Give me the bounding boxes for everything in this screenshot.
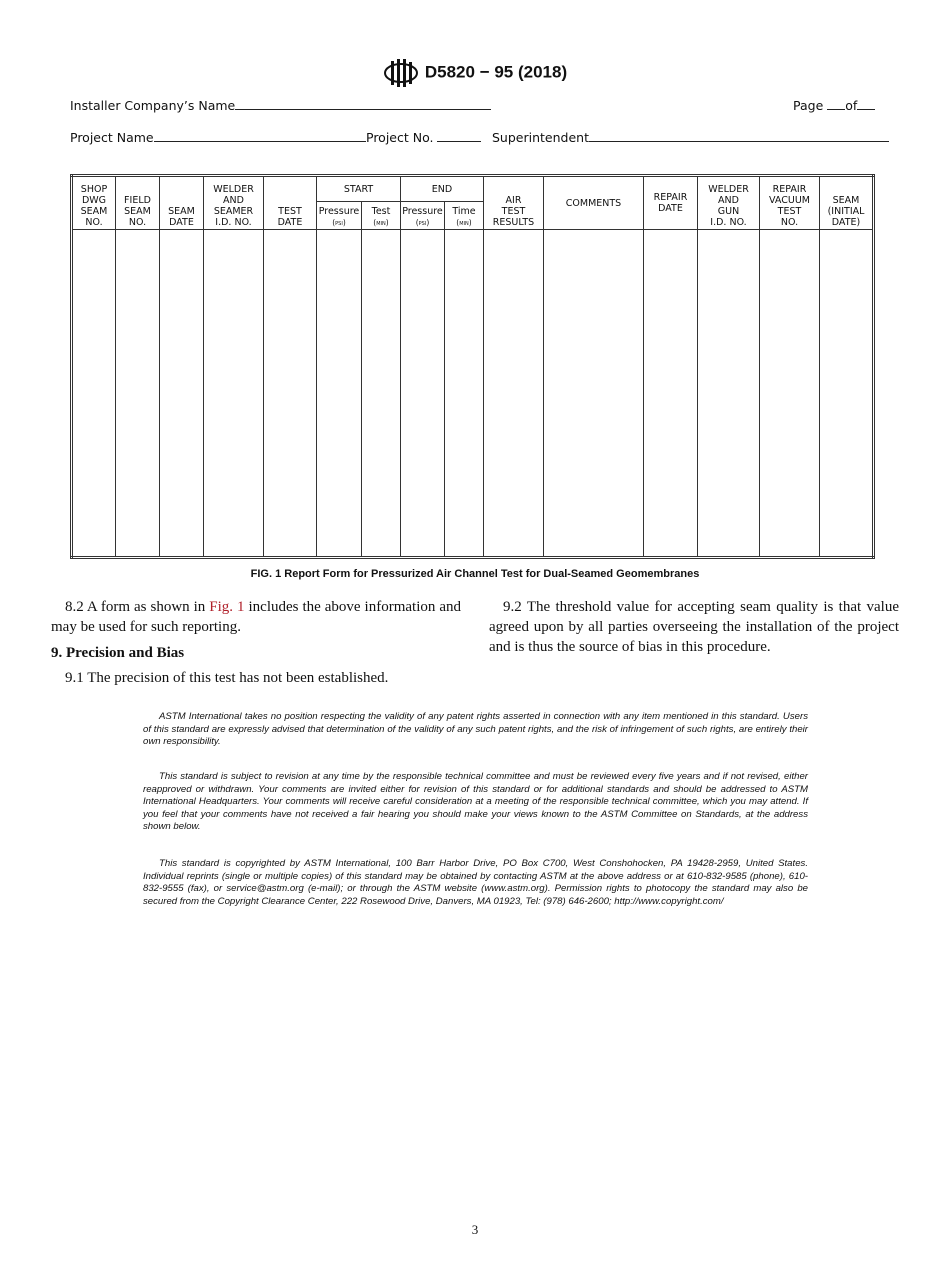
installer-blank xyxy=(235,98,491,110)
col-repair-date: REPAIR DATE xyxy=(644,176,698,230)
section-heading-9: 9. Precision and Bias xyxy=(51,645,185,661)
installer-field xyxy=(70,98,491,113)
copyright-notice: This standard is copyrighted by ASTM International, 100 Barr Harbor Drive, PO Box C700, West Conshohocken, PA 19428-2959, United States. Individual reprints (single or multiple copies) of this standard may be obtained by contacting ASTM at the above address or at 610-832-9585 (phone), 610-832-9555 (fax), or service@astm.org (e-mail); or through the ASTM website (www.astm.org). Permission rights to photocopy the standard may also be secured from the Copyright Clearance Center, 222 Rosewood Drive, Danvers, MA 01923, Tel: (978) 646-2600; http://www.copyright.com/ xyxy=(143,858,808,907)
col-welder-gun-id: WELDER AND GUN I.D. NO. xyxy=(698,176,760,230)
col-welder-seamer-id: WELDER AND SEAMER I.D. NO. xyxy=(204,176,264,230)
col-comments: COMMENTS xyxy=(544,176,644,230)
fig-1-link[interactable]: Fig. 1 xyxy=(209,599,245,615)
patent-notice: ASTM International takes no position respecting the validity of any patent rights asserted in connection with any item mentioned in this standard. Users of this standard are expressly advised that determination of the validity of any such patent rights, and the risk of infringement of such rights, are entirely their own responsibility. xyxy=(143,711,808,747)
figure-caption: FIG. 1 Report Form for Pressurized Air Channel Test for Dual-Seamed Geomembranes xyxy=(250,568,700,580)
installer-label: Installer Company’s Name xyxy=(70,98,236,113)
project-name-field xyxy=(70,130,366,145)
superintendent-field xyxy=(492,130,889,145)
project-no-field xyxy=(366,130,481,145)
project-no-label: Project No. xyxy=(366,130,434,145)
col-seam-initial-date: SEAM (INITIAL DATE) xyxy=(820,176,874,230)
revision-notice: This standard is subject to revision at any time by the responsible technical committee and must be reviewed every five years and if not revised, either reapproved or withdrawn. Your comments are invited either for revision of this standard or for additional standards and should be addressed to ASTM International Headquarters. Your comments will receive careful consideration at a meeting of the responsible technical committee, which you may attend. If you feel that your comments have not received a fair hearing you should make your views known to the ASTM Committee on Standards, at the address shown below. xyxy=(143,771,808,832)
table-blank-row xyxy=(72,230,874,558)
superintendent-label: Superintendent xyxy=(492,130,589,145)
col-group-end: END xyxy=(401,176,484,202)
project-name-blank xyxy=(154,130,366,142)
of-blank xyxy=(857,98,875,110)
col-start-pressure: Pressure (psi) xyxy=(317,202,362,230)
report-form-table xyxy=(70,174,875,559)
page-field xyxy=(793,98,875,113)
designation: D5820 − 95 (2018) xyxy=(424,62,568,82)
superintendent-blank xyxy=(589,130,889,142)
paragraph-9-1: 9.1 The precision of this test has not been established. xyxy=(65,670,389,686)
col-end-time: Time (min) xyxy=(445,202,484,230)
col-start-test: Test (min) xyxy=(362,202,401,230)
page-label: Page xyxy=(793,98,824,113)
col-group-start: START xyxy=(317,176,401,202)
col-end-pressure: Pressure (psi) xyxy=(401,202,445,230)
project-no-blank xyxy=(437,130,481,142)
col-repair-vacuum-test-no: REPAIR VACUUM TEST NO. xyxy=(760,176,820,230)
project-name-label: Project Name xyxy=(70,130,154,145)
page-blank xyxy=(827,98,845,110)
col-test-date: TEST DATE xyxy=(264,176,317,230)
col-air-test-results: AIR TEST RESULTS xyxy=(484,176,544,230)
col-seam-date: SEAM DATE xyxy=(160,176,204,230)
col-shop-dwg-seam-no: SHOP DWG SEAM NO. xyxy=(72,176,116,230)
col-field-seam-no: FIELD SEAM NO. xyxy=(116,176,160,230)
page-number: 3 xyxy=(471,1222,479,1237)
paragraph-9-2: 9.2 The threshold value for accepting seam quality is that value agreed upon by all parties overseeing the installation of the project and is thus the source of bias in this procedure. xyxy=(489,599,899,655)
astm-logo-icon xyxy=(383,58,419,88)
page-header xyxy=(0,58,950,88)
paragraph-8-2: 8.2 A form as shown in Fig. 1 includes the above information and may be used for such reporting. xyxy=(51,599,462,635)
of-label: of xyxy=(845,98,858,113)
